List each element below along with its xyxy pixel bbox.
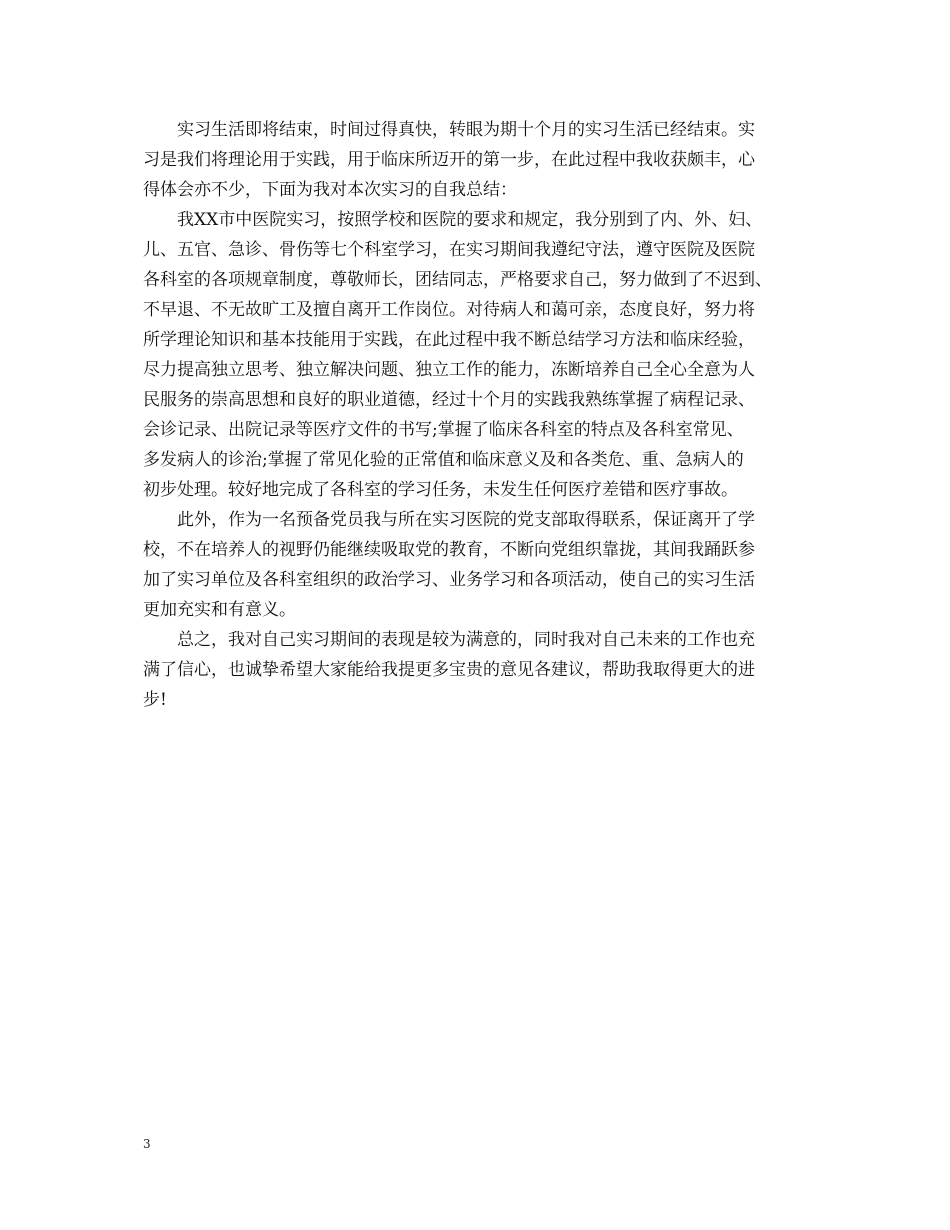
text-line: 我XX市中医院实习，按照学校和医院的要求和规定，我分别到了内、外、妇、 <box>177 210 763 230</box>
paragraph-3 <box>143 505 823 625</box>
text-line: 民服务的崇高思想和良好的职业道德，经过十个月的实践我熟练掌握了病程记录、 <box>143 390 755 410</box>
text-line: 多发病人的诊治;掌握了常见化验的正常值和临床意义及和各类危、重、急病人的 <box>143 450 744 470</box>
text-line: 会诊记录、出院记录等医疗文件的书写;掌握了临床各科室的特点及各科室常见、 <box>143 420 744 440</box>
text-line: 满了信心，也诚挚希望大家能给我提更多宝贵的意见各建议，帮助我取得更大的进 <box>143 660 755 680</box>
text-line: 尽力提高独立思考、独立解决问题、独立工作的能力，冻断培养自己全心全意为人 <box>143 360 755 380</box>
text-line: 所学理论知识和基本技能用于实践，在此过程中我不断总结学习方法和临床经验， <box>143 330 755 350</box>
text-line: 此外，作为一名预备党员我与所在实习医院的党支部取得联系，保证离开了学 <box>177 510 755 530</box>
text-line: 校，不在培养人的视野仍能继续吸取党的教育，不断向党组织靠拢，其间我踊跃参 <box>143 540 755 560</box>
paragraph-4 <box>143 625 823 715</box>
paragraph-1 <box>143 115 823 205</box>
text-line: 加了实习单位及各科室组织的政治学习、业务学习和各项活动，使自己的实习生活 <box>143 570 755 590</box>
document-body <box>143 115 823 715</box>
text-line: 习是我们将理论用于实践，用于临床所迈开的第一步，在此过程中我收获颇丰，心 <box>143 150 755 170</box>
text-line: 各科室的各项规章制度，尊敬师长，团结同志，严格要求自己，努力做到了不迟到、 <box>143 270 772 290</box>
text-line: 实习生活即将结束，时间过得真快，转眼为期十个月的实习生活已经结束。实 <box>177 120 755 140</box>
paragraph-2 <box>143 205 823 505</box>
text-line: 不早退、不无故旷工及擅自离开工作岗位。对待病人和蔼可亲，态度良好，努力将 <box>143 300 755 320</box>
text-line: 步! <box>143 690 167 710</box>
text-line: 初步处理。较好地完成了各科室的学习任务，未发生任何医疗差错和医疗事故。 <box>143 480 738 500</box>
text-line: 更加充实和有意义。 <box>143 600 296 620</box>
text-line: 得体会亦不少，下面为我对本次实习的自我总结： <box>143 180 517 200</box>
text-line: 儿、五官、急诊、骨伤等七个科室学习，在实习期间我遵纪守法，遵守医院及医院 <box>143 240 755 260</box>
text-line: 总之，我对自己实习期间的表现是较为满意的，同时我对自己未来的工作也充 <box>177 630 755 650</box>
page-number: 3 <box>143 1137 151 1151</box>
